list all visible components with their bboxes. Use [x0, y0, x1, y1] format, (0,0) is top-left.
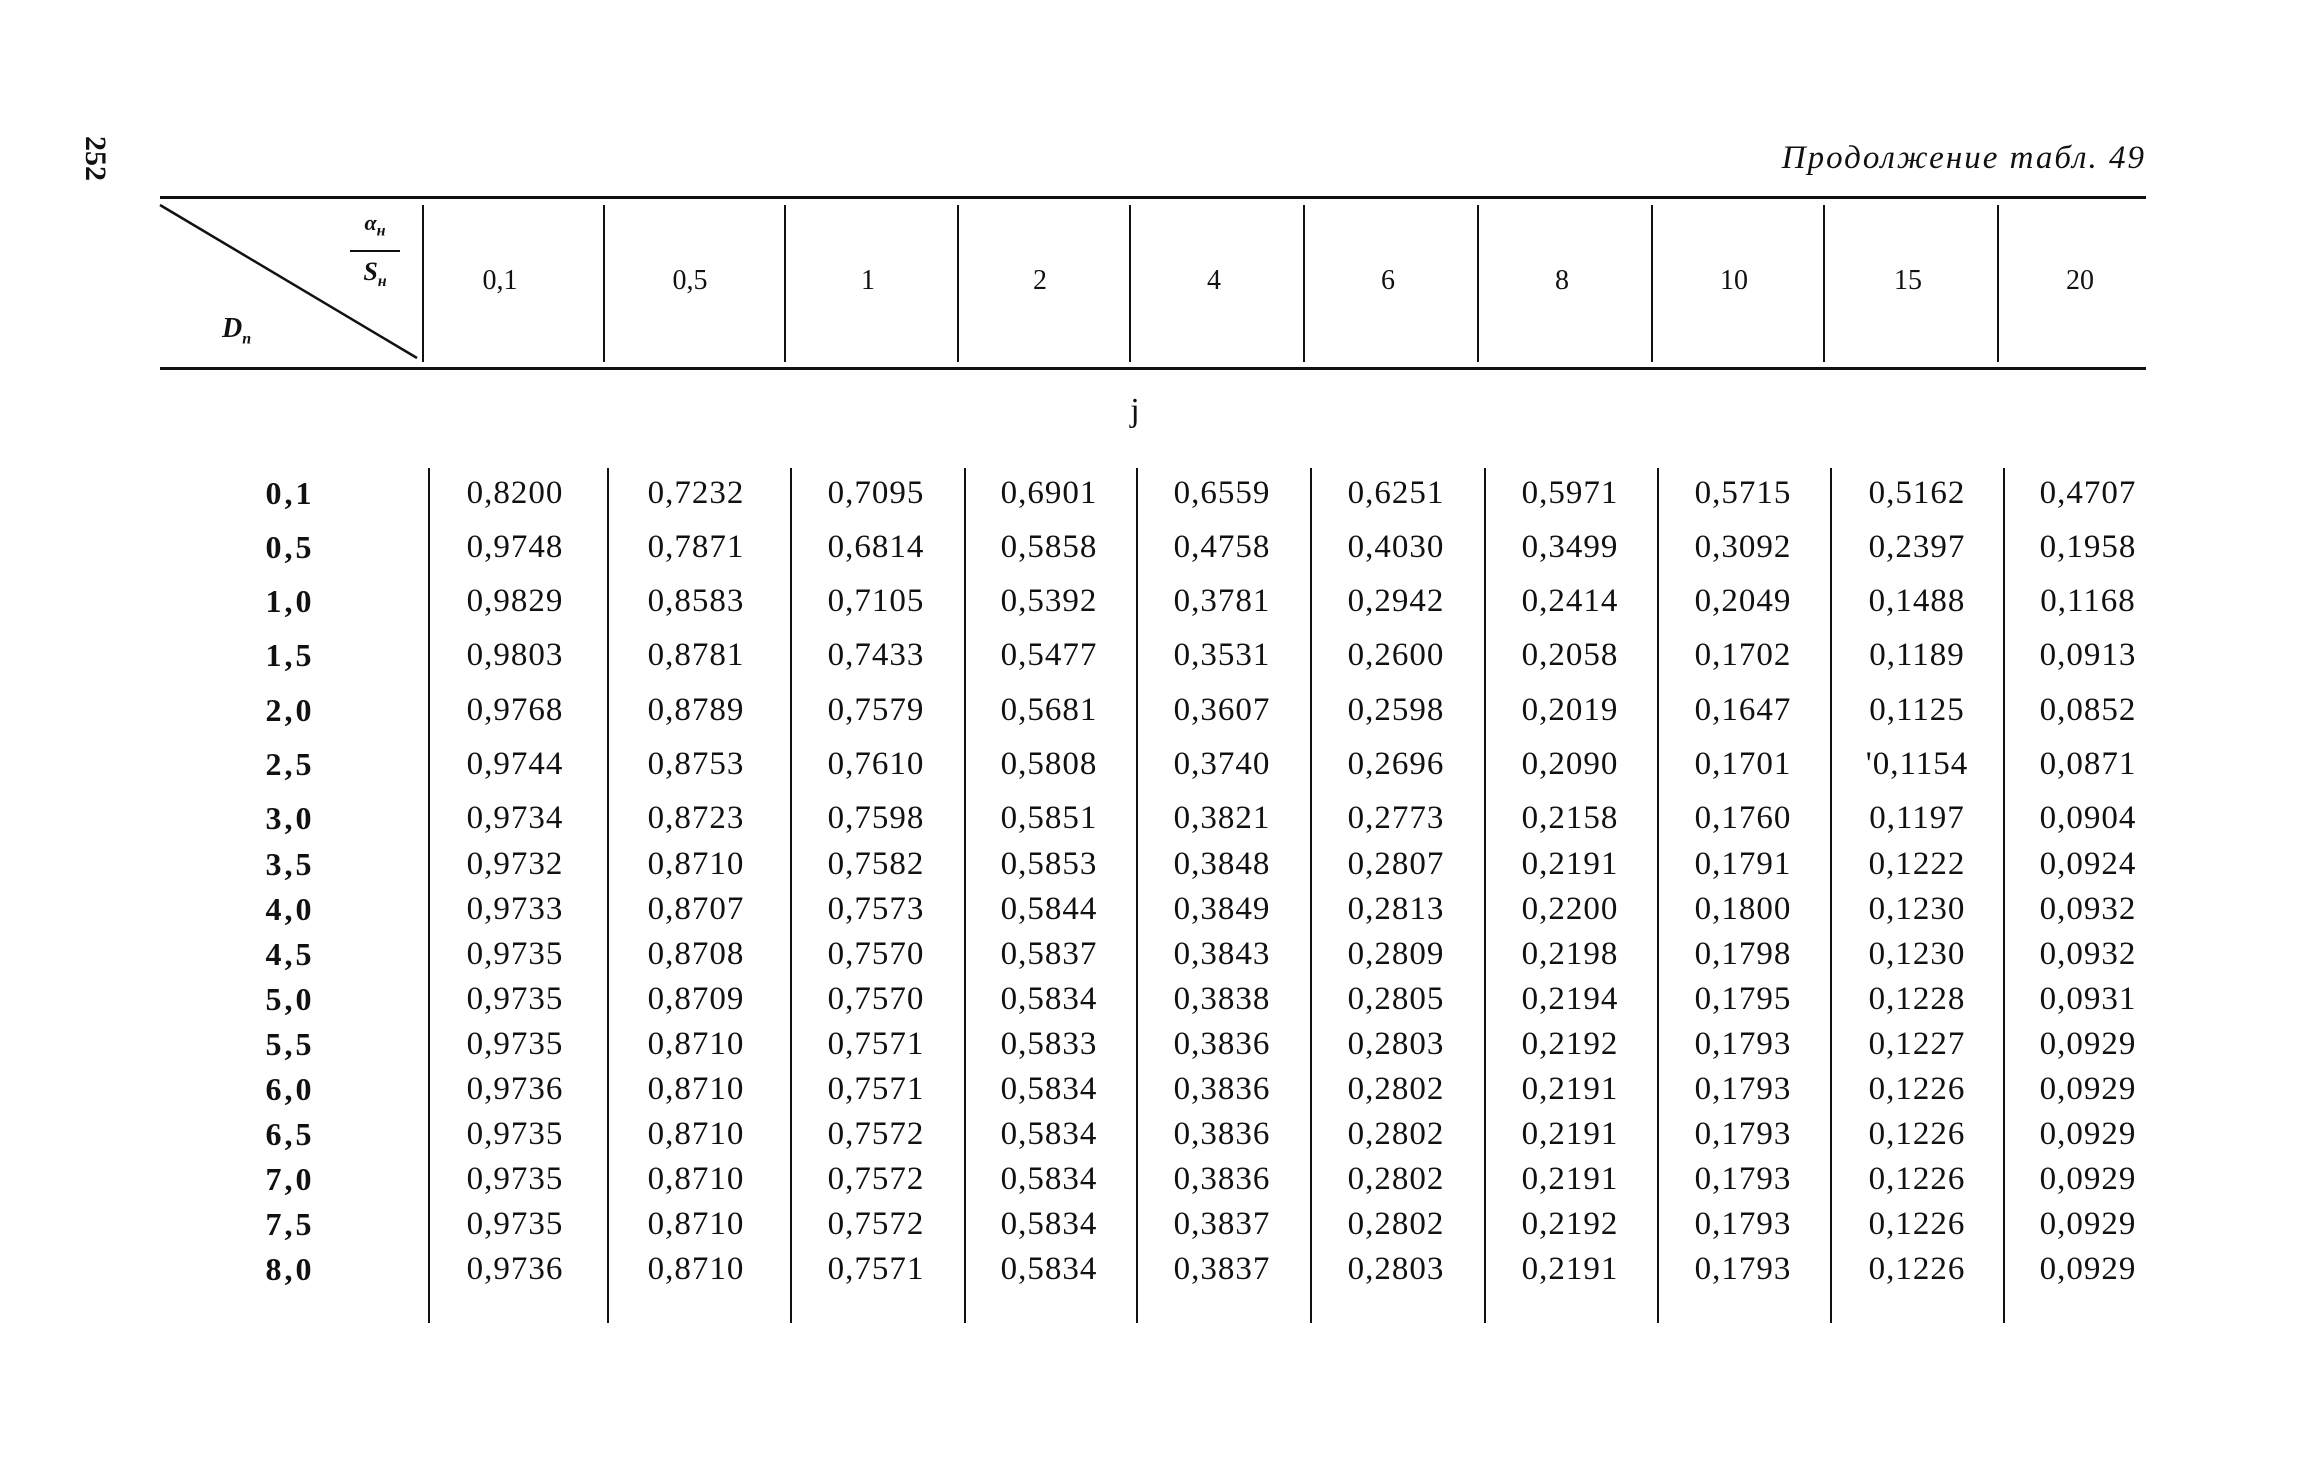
table-cell: 0,9829	[466, 583, 564, 619]
table-cell: 0,9736	[466, 1251, 564, 1287]
table-cell: 0,2813	[1347, 891, 1445, 927]
table-cell: 0,2802	[1347, 1071, 1445, 1107]
header-column-divider	[1651, 205, 1653, 362]
table-cell: 0,7570	[827, 981, 925, 1017]
table-cell: 0,7582	[827, 846, 925, 882]
table-cell: 0,7572	[827, 1206, 925, 1242]
table-cell: 0,3837	[1173, 1251, 1271, 1287]
header-column-divider	[1997, 205, 1999, 362]
table-cell: 0,5808	[1000, 746, 1098, 782]
table-cell: 0,7571	[827, 1071, 925, 1107]
table-cell: 0,5715	[1694, 475, 1792, 511]
column-header-0: 0,1	[482, 265, 518, 296]
table-cell: 0,7105	[827, 583, 925, 619]
corner-row-variable: $D_п$	[222, 313, 252, 348]
table-cell: 0,9733	[466, 891, 564, 927]
table-cell: 0,3836	[1173, 1161, 1271, 1197]
column-header-8: 15	[1894, 265, 1922, 296]
table-cell: 0,2598	[1347, 692, 1445, 728]
table-cell: 0,7571	[827, 1251, 925, 1287]
table-cell: 0,6814	[827, 529, 925, 565]
table-cell: 0,1958	[2039, 529, 2137, 565]
column-header-9: 20	[2066, 265, 2094, 296]
table-cell: 0,5681	[1000, 692, 1098, 728]
table-cell: 0,3740	[1173, 746, 1271, 782]
body-column-divider	[428, 468, 430, 1323]
table-cell: 0,9732	[466, 846, 564, 882]
body-column-divider	[964, 468, 966, 1323]
table-cell: 0,2773	[1347, 800, 1445, 836]
column-header-3: 2	[1033, 265, 1047, 296]
table-cell: 0,3499	[1521, 529, 1619, 565]
header-column-divider	[1303, 205, 1305, 362]
table-cell: 0,2200	[1521, 891, 1619, 927]
table-cell: 0,5834	[1000, 1071, 1098, 1107]
table-cell: 0,7570	[827, 936, 925, 972]
page-number: 252	[79, 136, 112, 181]
body-column-divider	[1657, 468, 1659, 1323]
body-column-divider	[607, 468, 609, 1323]
table-cell: 0,8710	[647, 1026, 745, 1062]
table-cell: 0,9735	[466, 1206, 564, 1242]
body-column-divider	[1136, 468, 1138, 1323]
table-cell: 0,1189	[1869, 637, 1965, 673]
table-cell: 0,0904	[2039, 800, 2137, 836]
table-cell: 0,0932	[2039, 891, 2137, 927]
table-cell: 0,2600	[1347, 637, 1445, 673]
table-cell: 0,2158	[1521, 800, 1619, 836]
header-column-divider	[784, 205, 786, 362]
table-cell: 0,3781	[1173, 583, 1271, 619]
table-cell: 0,7095	[827, 475, 925, 511]
table-cell: 0,1798	[1694, 936, 1792, 972]
table-cell: 0,0931	[2039, 981, 2137, 1017]
table-cell: 0,9748	[466, 529, 564, 565]
corner-numerator: $\alpha_н$	[364, 210, 386, 240]
row-label: 6,5	[265, 1116, 315, 1152]
table-cell: 0,0932	[2039, 936, 2137, 972]
table-cell: 0,1647	[1694, 692, 1792, 728]
table-cell: 0,5851	[1000, 800, 1098, 836]
body-column-divider	[1484, 468, 1486, 1323]
table-cell: 0,2802	[1347, 1206, 1445, 1242]
column-header-2: 1	[861, 265, 875, 296]
body-column-divider	[2003, 468, 2005, 1323]
header-column-divider	[1823, 205, 1825, 362]
top-rule	[160, 196, 2146, 199]
table-cell: 0,1226	[1868, 1251, 1966, 1287]
table-cell: 0,1800	[1694, 891, 1792, 927]
table-cell: 0,6251	[1347, 475, 1445, 511]
fraction-bar	[350, 250, 400, 252]
table-cell: 0,1793	[1694, 1161, 1792, 1197]
table-cell: 0,2191	[1521, 1161, 1619, 1197]
table-cell: 0,2414	[1521, 583, 1619, 619]
table-cell: 0,1795	[1694, 981, 1792, 1017]
continuation-title: Продолжение табл. 49	[1781, 140, 2146, 176]
row-label: 8,0	[265, 1251, 315, 1287]
table-cell: 0,2696	[1347, 746, 1445, 782]
table-cell: 0,3607	[1173, 692, 1271, 728]
table-cell: 0,3836	[1173, 1071, 1271, 1107]
table-cell: 0,9735	[466, 981, 564, 1017]
table-cell: 0,3821	[1173, 800, 1271, 836]
table-cell: 0,1222	[1868, 846, 1966, 882]
table-cell: 0,1793	[1694, 1206, 1792, 1242]
header-column-divider	[422, 205, 424, 362]
table-cell: 0,1125	[1869, 692, 1965, 728]
table-cell: 0,7610	[827, 746, 925, 782]
table-cell: 0,8583	[647, 583, 745, 619]
table-cell: 0,4030	[1347, 529, 1445, 565]
table-cell: 0,8707	[647, 891, 745, 927]
table-cell: 0,8753	[647, 746, 745, 782]
row-label: 5,5	[265, 1026, 315, 1062]
row-label: 7,5	[265, 1206, 315, 1242]
table-cell: 0,7598	[827, 800, 925, 836]
table-cell: 0,1793	[1694, 1071, 1792, 1107]
table-cell: 0,2397	[1868, 529, 1966, 565]
table-cell: 0,2191	[1521, 1251, 1619, 1287]
column-header-5: 6	[1381, 265, 1395, 296]
corner-fraction	[350, 210, 400, 297]
table-cell: 0,0929	[2039, 1251, 2137, 1287]
header-bottom-rule	[160, 367, 2146, 370]
table-cell: 0,1760	[1694, 800, 1792, 836]
table-cell: 0,1701	[1694, 746, 1792, 782]
table-cell: 0,9768	[466, 692, 564, 728]
table-cell: 0,1228	[1868, 981, 1966, 1017]
row-label: 0,5	[265, 529, 315, 565]
table-cell: 0,0913	[2039, 637, 2137, 673]
table-cell: 0,0924	[2039, 846, 2137, 882]
header-column-divider	[1129, 205, 1131, 362]
row-label: 1,0	[265, 583, 315, 619]
table-cell: 0,3531	[1173, 637, 1271, 673]
table-cell: 0,1791	[1694, 846, 1792, 882]
table-cell: 0,5477	[1000, 637, 1098, 673]
table-cell: 0,0929	[2039, 1026, 2137, 1062]
row-label: 3,0	[265, 800, 315, 836]
row-label: 2,0	[265, 692, 315, 728]
table-cell: 0,8200	[466, 475, 564, 511]
table-cell: 0,9803	[466, 637, 564, 673]
table-cell: 0,4758	[1173, 529, 1271, 565]
table-cell: 0,7572	[827, 1161, 925, 1197]
table-cell: 0,1230	[1868, 891, 1966, 927]
table-cell: 0,2194	[1521, 981, 1619, 1017]
column-header-1: 0,5	[672, 265, 708, 296]
table-cell: 0,0871	[2039, 746, 2137, 782]
table-cell: 0,7573	[827, 891, 925, 927]
row-label: 4,5	[265, 936, 315, 972]
table-cell: 0,7571	[827, 1026, 925, 1062]
table-cell: 0,4707	[2039, 475, 2137, 511]
table-cell: 0,8781	[647, 637, 745, 673]
table-cell: 0,3838	[1173, 981, 1271, 1017]
table-cell: 0,1793	[1694, 1026, 1792, 1062]
row-label: 7,0	[265, 1161, 315, 1197]
table-cell: 0,1230	[1868, 936, 1966, 972]
table-cell: 0,8710	[647, 1161, 745, 1197]
table-cell: 0,5971	[1521, 475, 1619, 511]
table-cell: 0,7871	[647, 529, 745, 565]
table-cell: 0,8709	[647, 981, 745, 1017]
table-cell: 0,3843	[1173, 936, 1271, 972]
table-cell: 0,5837	[1000, 936, 1098, 972]
table-cell: 0,1227	[1868, 1026, 1966, 1062]
table-cell: 0,8789	[647, 692, 745, 728]
table-cell: '0,1154	[1865, 746, 1969, 782]
table-cell: 0,8710	[647, 1071, 745, 1107]
body-column-divider	[790, 468, 792, 1323]
table-cell: 0,9735	[466, 936, 564, 972]
table-cell: 0,2803	[1347, 1251, 1445, 1287]
table-cell: 0,1488	[1868, 583, 1966, 619]
table-cell: 0,5392	[1000, 583, 1098, 619]
table-cell: 0,8710	[647, 1251, 745, 1287]
table-cell: 0,2090	[1521, 746, 1619, 782]
table-cell: 0,2191	[1521, 846, 1619, 882]
table-cell: 0,6901	[1000, 475, 1098, 511]
header-column-divider	[1477, 205, 1479, 362]
table-cell: 0,2942	[1347, 583, 1445, 619]
table-cell: 0,6559	[1173, 475, 1271, 511]
table-cell: 0,0929	[2039, 1161, 2137, 1197]
table-cell: 0,2049	[1694, 583, 1792, 619]
table-cell: 0,2807	[1347, 846, 1445, 882]
table-cell: 0,8710	[647, 1206, 745, 1242]
table-cell: 0,2802	[1347, 1116, 1445, 1152]
table-cell: 0,3092	[1694, 529, 1792, 565]
table-cell: 0,0929	[2039, 1116, 2137, 1152]
body-column-divider	[1310, 468, 1312, 1323]
table-cell: 0,1226	[1868, 1206, 1966, 1242]
table-cell: 0,1226	[1868, 1161, 1966, 1197]
table-cell: 0,5834	[1000, 1161, 1098, 1197]
table-cell: 0,9734	[466, 800, 564, 836]
column-header-7: 10	[1720, 265, 1748, 296]
table-cell: 0,7433	[827, 637, 925, 673]
column-header-4: 4	[1207, 265, 1221, 296]
row-label: 1,5	[265, 637, 315, 673]
table-cell: 0,2019	[1521, 692, 1619, 728]
table-cell: 0,8708	[647, 936, 745, 972]
table-cell: 0,1793	[1694, 1116, 1792, 1152]
table-cell: 0,2191	[1521, 1071, 1619, 1107]
table-cell: 0,1793	[1694, 1251, 1792, 1287]
table-cell: 0,9735	[466, 1116, 564, 1152]
table-cell: 0,8710	[647, 1116, 745, 1152]
table-cell: 0,0852	[2039, 692, 2137, 728]
table-cell: 0,3837	[1173, 1206, 1271, 1242]
body-column-divider	[1830, 468, 1832, 1323]
table-cell: 0,0929	[2039, 1206, 2137, 1242]
row-label: 2,5	[265, 746, 315, 782]
header-column-divider	[957, 205, 959, 362]
table-cell: 0,3836	[1173, 1116, 1271, 1152]
table-cell: 0,0929	[2039, 1071, 2137, 1107]
row-label: 0,1	[265, 475, 315, 511]
table-cell: 0,7579	[827, 692, 925, 728]
row-label: 5,0	[265, 981, 315, 1017]
column-header-6: 8	[1555, 265, 1569, 296]
table-cell: 0,3848	[1173, 846, 1271, 882]
table-cell: 0,5834	[1000, 1251, 1098, 1287]
table-cell: 0,5162	[1868, 475, 1966, 511]
table-cell: 0,9736	[466, 1071, 564, 1107]
table-cell: 0,2192	[1521, 1206, 1619, 1242]
table-cell: 0,5834	[1000, 981, 1098, 1017]
table-cell: 0,8710	[647, 846, 745, 882]
table-cell: 0,3849	[1173, 891, 1271, 927]
row-label: 3,5	[265, 846, 315, 882]
table-cell: 0,2809	[1347, 936, 1445, 972]
table-cell: 0,1226	[1868, 1116, 1966, 1152]
table-cell: 0,1168	[2040, 583, 2136, 619]
table-cell: 0,9735	[466, 1026, 564, 1062]
table-cell: 0,5853	[1000, 846, 1098, 882]
table-cell: 0,5858	[1000, 529, 1098, 565]
table-cell: 0,2802	[1347, 1161, 1445, 1197]
table-cell: 0,5834	[1000, 1206, 1098, 1242]
table-cell: 0,1197	[1869, 800, 1965, 836]
row-label: 4,0	[265, 891, 315, 927]
table-cell: 0,1702	[1694, 637, 1792, 673]
table-cell: 0,2805	[1347, 981, 1445, 1017]
row-label: 6,0	[265, 1071, 315, 1107]
table-cell: 0,7232	[647, 475, 745, 511]
table-cell: 0,2198	[1521, 936, 1619, 972]
corner-denominator: $S_н$	[363, 257, 387, 291]
table-cell: 0,7572	[827, 1116, 925, 1152]
table-cell: 0,1226	[1868, 1071, 1966, 1107]
table-cell: 0,8723	[647, 800, 745, 836]
table-cell: 0,5833	[1000, 1026, 1098, 1062]
table-cell: 0,3836	[1173, 1026, 1271, 1062]
table-cell: 0,2058	[1521, 637, 1619, 673]
header-column-divider	[603, 205, 605, 362]
table-cell: 0,9735	[466, 1161, 564, 1197]
section-label: j	[1130, 392, 1140, 429]
table-cell: 0,5834	[1000, 1116, 1098, 1152]
table-cell: 0,2192	[1521, 1026, 1619, 1062]
table-cell: 0,5844	[1000, 891, 1098, 927]
table-cell: 0,2803	[1347, 1026, 1445, 1062]
table-cell: 0,2191	[1521, 1116, 1619, 1152]
table-cell: 0,9744	[466, 746, 564, 782]
